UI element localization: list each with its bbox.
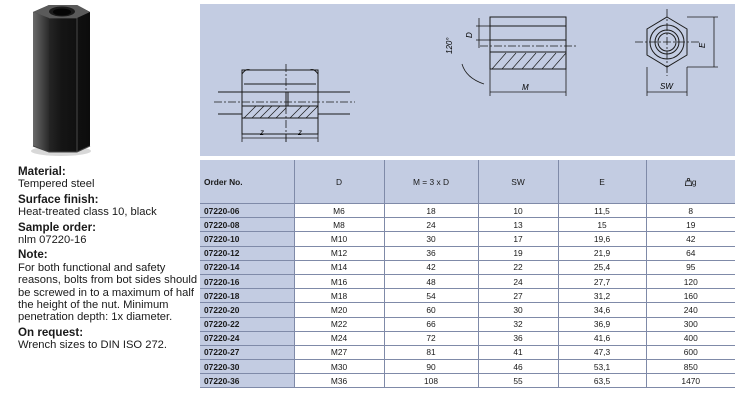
d-cell: M6	[294, 204, 384, 218]
order-no-cell: 07220-16	[200, 274, 294, 288]
order-no-cell: 07220-22	[200, 317, 294, 331]
d-cell: M12	[294, 246, 384, 260]
e-cell: 34,6	[558, 303, 646, 317]
e-cell: 53,1	[558, 360, 646, 374]
order-no-cell: 07220-20	[200, 303, 294, 317]
e-cell: 47,3	[558, 345, 646, 359]
product-info	[18, 166, 200, 353]
note-heading: Note:	[18, 248, 48, 262]
d-cell: M18	[294, 289, 384, 303]
d-cell: M14	[294, 260, 384, 274]
m-cell: 42	[384, 260, 478, 274]
table-row	[200, 317, 735, 331]
table-row	[200, 246, 735, 260]
sw-cell: 32	[478, 317, 558, 331]
table-row	[200, 232, 735, 246]
note-text: For both functional and safety reasons, bolts from bot sides should be screwed in to a maximum of half the height of the nut. Minimum penetration depth: 1x diameter.	[18, 261, 198, 324]
weight-cell: 600	[646, 345, 735, 359]
dimension-z-right: z	[298, 128, 302, 137]
weight-cell: 160	[646, 289, 735, 303]
header-d: D	[294, 160, 384, 204]
d-cell: M22	[294, 317, 384, 331]
header-weight-label: g	[691, 176, 697, 187]
sw-cell: 46	[478, 360, 558, 374]
sw-cell: 17	[478, 232, 558, 246]
dimension-e: E	[698, 42, 707, 48]
table-row	[200, 260, 735, 274]
m-cell: 18	[384, 204, 478, 218]
weight-icon	[685, 178, 692, 186]
order-no-cell: 07220-30	[200, 360, 294, 374]
dimension-d: D	[465, 32, 474, 38]
order-no-cell: 07220-10	[200, 232, 294, 246]
finish-text: Heat-treated class 10, black	[18, 206, 157, 219]
header-sw: SW	[478, 160, 558, 204]
table-row	[200, 218, 735, 232]
table-row	[200, 204, 735, 218]
order-no-cell: 07220-18	[200, 289, 294, 303]
m-cell: 66	[384, 317, 478, 331]
weight-cell: 64	[646, 246, 735, 260]
sw-cell: 36	[478, 331, 558, 345]
e-cell: 31,2	[558, 289, 646, 303]
dimension-table	[200, 160, 735, 388]
table-row	[200, 274, 735, 288]
weight-cell: 42	[646, 232, 735, 246]
sw-cell: 41	[478, 345, 558, 359]
order-no-cell: 07220-24	[200, 331, 294, 345]
header-m: M = 3 x D	[384, 160, 478, 204]
dimension-z-left: z	[260, 128, 264, 137]
request-text: Wrench sizes to DIN ISO 272.	[18, 339, 168, 352]
e-cell: 36,9	[558, 317, 646, 331]
e-cell: 41,6	[558, 331, 646, 345]
header-weight	[646, 160, 735, 204]
e-cell: 11,5	[558, 204, 646, 218]
d-cell: M36	[294, 374, 384, 388]
weight-cell: 300	[646, 317, 735, 331]
e-cell: 63,5	[558, 374, 646, 388]
order-no-cell: 07220-27	[200, 345, 294, 359]
weight-cell: 120	[646, 274, 735, 288]
sw-cell: 13	[478, 218, 558, 232]
order-heading: Sample order:	[18, 220, 96, 234]
dimension-sw: SW	[660, 82, 673, 91]
finish-heading: Surface finish:	[18, 192, 99, 206]
order-no-cell: 07220-12	[200, 246, 294, 260]
nut-side-view	[490, 17, 566, 69]
order-no-cell: 07220-06	[200, 204, 294, 218]
table-row	[200, 331, 735, 345]
d-cell: M16	[294, 274, 384, 288]
dimension-angle: 120°	[445, 37, 454, 54]
order-no-cell: 07220-14	[200, 260, 294, 274]
e-cell: 19,6	[558, 232, 646, 246]
m-cell: 72	[384, 331, 478, 345]
order-no-cell: 07220-36	[200, 374, 294, 388]
header-order-no: Order No.	[200, 160, 294, 204]
request-heading: On request:	[18, 325, 84, 339]
hex-nut-photo	[0, 0, 200, 160]
technical-drawing	[200, 4, 735, 156]
table-header-row	[200, 160, 735, 204]
sw-cell: 55	[478, 374, 558, 388]
sw-cell: 30	[478, 303, 558, 317]
m-cell: 24	[384, 218, 478, 232]
m-cell: 30	[384, 232, 478, 246]
m-cell: 54	[384, 289, 478, 303]
m-cell: 90	[384, 360, 478, 374]
weight-cell: 240	[646, 303, 735, 317]
sw-cell: 22	[478, 260, 558, 274]
sw-cell: 24	[478, 274, 558, 288]
d-cell: M24	[294, 331, 384, 345]
dimension-m: M	[522, 83, 529, 92]
product-photo	[0, 0, 200, 160]
m-cell: 48	[384, 274, 478, 288]
table-row	[200, 374, 735, 388]
sw-cell: 10	[478, 204, 558, 218]
weight-cell: 95	[646, 260, 735, 274]
e-cell: 25,4	[558, 260, 646, 274]
material-heading: Material:	[18, 165, 66, 178]
weight-cell: 850	[646, 360, 735, 374]
weight-cell: 400	[646, 331, 735, 345]
order-no-cell: 07220-08	[200, 218, 294, 232]
order-text: nlm 07220-16	[18, 234, 87, 247]
e-cell: 15	[558, 218, 646, 232]
material-text: Tempered steel	[18, 178, 95, 191]
m-cell: 108	[384, 374, 478, 388]
m-cell: 81	[384, 345, 478, 359]
table-row	[200, 303, 735, 317]
weight-cell: 8	[646, 204, 735, 218]
e-cell: 21,9	[558, 246, 646, 260]
d-cell: M30	[294, 360, 384, 374]
d-cell: M27	[294, 345, 384, 359]
table-row	[200, 289, 735, 303]
table-row	[200, 360, 735, 374]
d-cell: M10	[294, 232, 384, 246]
header-e: E	[558, 160, 646, 204]
sw-cell: 19	[478, 246, 558, 260]
d-cell: M20	[294, 303, 384, 317]
weight-cell: 19	[646, 218, 735, 232]
table-row	[200, 345, 735, 359]
m-cell: 60	[384, 303, 478, 317]
e-cell: 27,7	[558, 274, 646, 288]
d-cell: M8	[294, 218, 384, 232]
sw-cell: 27	[478, 289, 558, 303]
weight-cell: 1470	[646, 374, 735, 388]
m-cell: 36	[384, 246, 478, 260]
